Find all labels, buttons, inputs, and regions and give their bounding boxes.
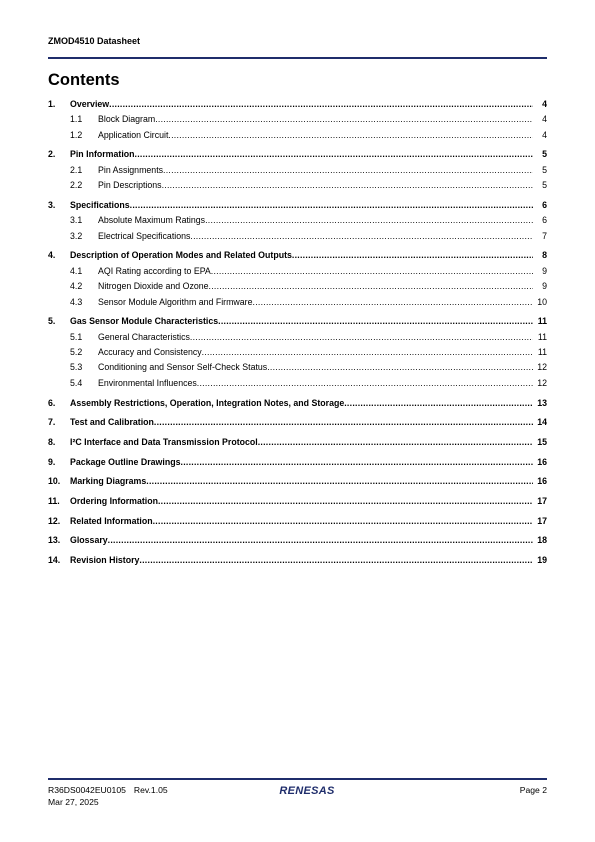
toc-page-number: 18 xyxy=(533,533,547,548)
toc-entry[interactable] xyxy=(48,147,547,162)
toc-title: Ordering Information xyxy=(70,495,158,506)
toc-entry[interactable] xyxy=(48,553,547,568)
toc-number: 3.2 xyxy=(70,229,82,244)
toc-leader xyxy=(98,264,533,279)
toc-title: Test and Calibration xyxy=(70,417,154,428)
toc-leader xyxy=(70,514,533,529)
toc-number: 1.2 xyxy=(70,128,82,143)
revision: Rev.1.05 xyxy=(133,785,168,795)
toc-leader xyxy=(70,396,533,411)
toc-leader xyxy=(70,415,533,430)
toc-leader xyxy=(98,279,533,294)
toc-leader xyxy=(98,345,533,360)
page-number: Page 2 xyxy=(519,785,547,795)
toc-number: 2. xyxy=(48,147,55,162)
toc-leader xyxy=(98,112,533,127)
toc-entry[interactable] xyxy=(48,376,547,391)
toc-entry[interactable] xyxy=(48,264,547,279)
toc-number: 7. xyxy=(48,415,55,430)
toc-entry[interactable] xyxy=(48,415,547,430)
toc-entry[interactable] xyxy=(48,360,547,375)
toc-entry[interactable] xyxy=(48,229,547,244)
toc-number: 12. xyxy=(48,514,60,529)
toc-leader xyxy=(98,360,533,375)
toc-title: Revision History xyxy=(70,555,140,566)
toc-title: Environmental Influences xyxy=(98,377,197,388)
toc-page-number: 8 xyxy=(533,248,547,263)
toc-entry[interactable] xyxy=(48,112,547,127)
toc-entry[interactable] xyxy=(48,97,547,112)
toc-entry[interactable] xyxy=(48,494,547,509)
toc-page-number: 12 xyxy=(533,360,547,375)
toc-title: Marking Diagrams xyxy=(70,476,147,487)
toc-leader xyxy=(98,376,533,391)
toc-entry[interactable] xyxy=(48,279,547,294)
toc-leader xyxy=(98,330,533,345)
toc-page-number: 9 xyxy=(533,264,547,279)
toc-page-number: 17 xyxy=(533,494,547,509)
toc-page-number: 5 xyxy=(533,163,547,178)
toc-leader xyxy=(70,198,533,213)
toc-title: Related Information xyxy=(70,515,153,526)
document-number: R36DS0042EU0105 xyxy=(48,785,126,795)
toc-title: Overview xyxy=(70,99,110,109)
toc-title: Glossary xyxy=(70,535,108,546)
toc-page-number: 17 xyxy=(533,514,547,529)
toc-entry[interactable] xyxy=(48,435,547,450)
toc-leader xyxy=(70,553,533,568)
toc-entry[interactable] xyxy=(48,455,547,470)
toc-entry[interactable] xyxy=(48,345,547,360)
toc-number: 2.2 xyxy=(70,178,82,193)
table-of-contents xyxy=(48,97,547,568)
toc-page-number: 7 xyxy=(533,229,547,244)
toc-number: 1. xyxy=(48,97,55,112)
toc-title: General Characteristics xyxy=(98,331,190,342)
toc-entry[interactable] xyxy=(48,314,547,329)
toc-page-number: 5 xyxy=(533,178,547,193)
toc-leader xyxy=(70,314,533,329)
toc-title: Assembly Restrictions, Operation, Integration Notes, and Storage xyxy=(70,397,345,408)
toc-title: Accuracy and Consistency xyxy=(98,347,202,358)
renesas-logo-text: RENESAS xyxy=(279,785,335,797)
toc-page-number: 11 xyxy=(533,345,547,360)
toc-title: Application Circuit xyxy=(98,129,169,140)
toc-page-number: 5 xyxy=(533,147,547,162)
toc-number: 5.1 xyxy=(70,330,82,345)
toc-number: 5. xyxy=(48,314,55,329)
toc-number: 9. xyxy=(48,455,55,470)
toc-number: 11. xyxy=(48,494,60,509)
toc-page-number: 4 xyxy=(533,97,547,112)
toc-page-number: 6 xyxy=(533,198,547,213)
toc-number: 5.3 xyxy=(70,360,82,375)
footer-left xyxy=(48,784,168,808)
toc-number: 1.1 xyxy=(70,112,82,127)
toc-page-number: 6 xyxy=(533,213,547,228)
toc-page-number: 4 xyxy=(533,112,547,127)
toc-page-number: 13 xyxy=(533,396,547,411)
toc-title: Pin Information xyxy=(70,149,135,160)
document-header: ZMOD4510 Datasheet xyxy=(48,36,141,46)
toc-title: Block Diagram xyxy=(98,114,156,125)
toc-page-number: 14 xyxy=(533,415,547,430)
toc-leader xyxy=(70,147,533,162)
toc-number: 5.4 xyxy=(70,376,82,391)
toc-title: Pin Assignments xyxy=(98,164,164,175)
toc-leader xyxy=(70,248,533,263)
toc-page-number: 10 xyxy=(533,295,547,310)
toc-page-number: 9 xyxy=(533,279,547,294)
toc-page-number: 16 xyxy=(533,474,547,489)
toc-number: 3. xyxy=(48,198,55,213)
toc-entry[interactable] xyxy=(48,128,547,143)
page-title: Contents xyxy=(48,71,120,89)
toc-leader xyxy=(70,533,533,548)
toc-title: Conditioning and Sensor Self-Check Status xyxy=(98,362,268,373)
toc-page-number: 15 xyxy=(533,435,547,450)
toc-entry[interactable] xyxy=(48,163,547,178)
toc-page-number: 16 xyxy=(533,455,547,470)
toc-page-number: 19 xyxy=(533,553,547,568)
toc-leader xyxy=(98,295,533,310)
toc-title: Electrical Specifications xyxy=(98,230,191,241)
toc-number: 5.2 xyxy=(70,345,82,360)
toc-title: Nitrogen Dioxide and Ozone xyxy=(98,281,209,292)
renesas-logo xyxy=(271,783,343,797)
publish-date: Mar 27, 2025 xyxy=(48,797,99,807)
toc-leader xyxy=(70,455,533,470)
toc-title: Specifications xyxy=(70,199,130,210)
toc-entry[interactable] xyxy=(48,396,547,411)
toc-leader xyxy=(98,128,533,143)
toc-leader xyxy=(70,97,533,112)
toc-leader xyxy=(98,213,533,228)
toc-number: 10. xyxy=(48,474,60,489)
toc-title: Gas Sensor Module Characteristics xyxy=(70,316,219,327)
toc-entry[interactable] xyxy=(48,295,547,310)
toc-number: 8. xyxy=(48,435,55,450)
toc-number: 13. xyxy=(48,533,60,548)
toc-leader xyxy=(70,494,533,509)
footer-rule xyxy=(48,778,547,780)
header-rule xyxy=(48,57,547,59)
toc-page-number: 11 xyxy=(533,330,547,345)
toc-title: I²C Interface and Data Transmission Protocol xyxy=(70,436,258,447)
toc-leader xyxy=(70,474,533,489)
toc-number: 4.3 xyxy=(70,295,82,310)
toc-leader xyxy=(98,178,533,193)
toc-page-number: 11 xyxy=(533,314,547,329)
toc-page-number: 12 xyxy=(533,376,547,391)
toc-number: 4. xyxy=(48,248,55,263)
toc-entry[interactable] xyxy=(48,198,547,213)
toc-entry[interactable] xyxy=(48,514,547,529)
toc-entry[interactable] xyxy=(48,330,547,345)
toc-entry[interactable] xyxy=(48,213,547,228)
toc-entry[interactable] xyxy=(48,178,547,193)
toc-entry[interactable] xyxy=(48,533,547,548)
toc-title: Sensor Module Algorithm and Firmware xyxy=(98,296,253,307)
toc-entry[interactable] xyxy=(48,248,547,263)
toc-leader xyxy=(98,163,533,178)
toc-page-number: 4 xyxy=(533,128,547,143)
toc-entry[interactable] xyxy=(48,474,547,489)
toc-number: 14. xyxy=(48,553,60,568)
toc-title: Pin Descriptions xyxy=(98,180,162,191)
toc-number: 2.1 xyxy=(70,163,82,178)
toc-number: 3.1 xyxy=(70,213,82,228)
toc-number: 6. xyxy=(48,396,55,411)
toc-title: Absolute Maximum Ratings xyxy=(98,215,206,226)
toc-title: Description of Operation Modes and Related Outputs xyxy=(70,250,292,261)
toc-number: 4.1 xyxy=(70,264,82,279)
toc-leader xyxy=(70,435,533,450)
toc-number: 4.2 xyxy=(70,279,82,294)
toc-title: AQI Rating according to EPA xyxy=(98,265,211,276)
toc-title: Package Outline Drawings xyxy=(70,456,181,467)
toc-leader xyxy=(98,229,533,244)
